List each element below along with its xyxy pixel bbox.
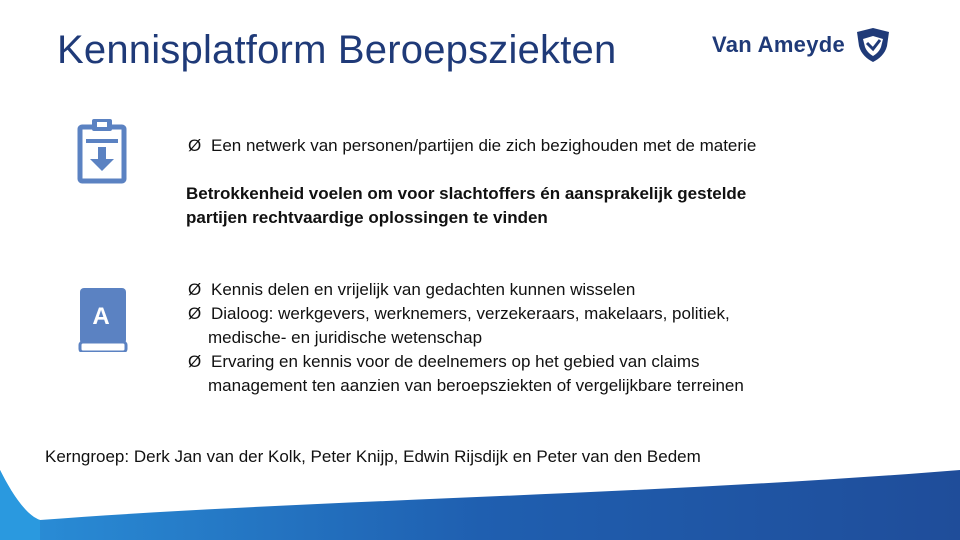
- book-letter: A: [92, 303, 110, 330]
- book-a-icon: [76, 288, 130, 352]
- section2-bullet-3-line-1: Ervaring en kennis voor de deelnemers op het gebied van claims: [211, 352, 700, 371]
- shield-check-icon: [853, 26, 893, 64]
- section1-bullet: Een netwerk van personen/partijen die zich bezighouden met de materie: [211, 136, 757, 155]
- bullet-marker: Ø: [188, 352, 202, 371]
- bullet-marker: Ø: [188, 280, 202, 299]
- section2-bullet-2-line-2: medische- en juridische wetenschap: [208, 328, 483, 347]
- bullet-marker: Ø: [188, 304, 202, 323]
- core-group-footer: Kerngroep: Derk Jan van der Kolk, Peter Knijp, Edwin Rijsdijk en Peter van den Bedem: [45, 447, 701, 466]
- statement-line-2: partijen rechtvaardige oplossingen te vinden: [186, 208, 548, 227]
- page-title: Kennisplatform Beroepsziekten: [57, 28, 617, 72]
- statement-line-1: Betrokkenheid voelen om voor slachtoffers én aansprakelijk gestelde: [186, 184, 747, 203]
- company-logo: [712, 26, 893, 64]
- bullet-marker: Ø: [188, 136, 202, 155]
- section2-bullet-2-line-1: Dialoog: werkgevers, werknemers, verzekeraars, makelaars, politiek,: [211, 304, 730, 323]
- clipboard-download-icon: [76, 117, 128, 185]
- logo-text: Van Ameyde: [712, 32, 846, 57]
- section2-bullet-3-line-2: management ten aanzien van beroepsziekten of vergelijkbare terreinen: [208, 376, 744, 395]
- section2-bullet-1: Kennis delen en vrijelijk van gedachten kunnen wisselen: [211, 280, 636, 299]
